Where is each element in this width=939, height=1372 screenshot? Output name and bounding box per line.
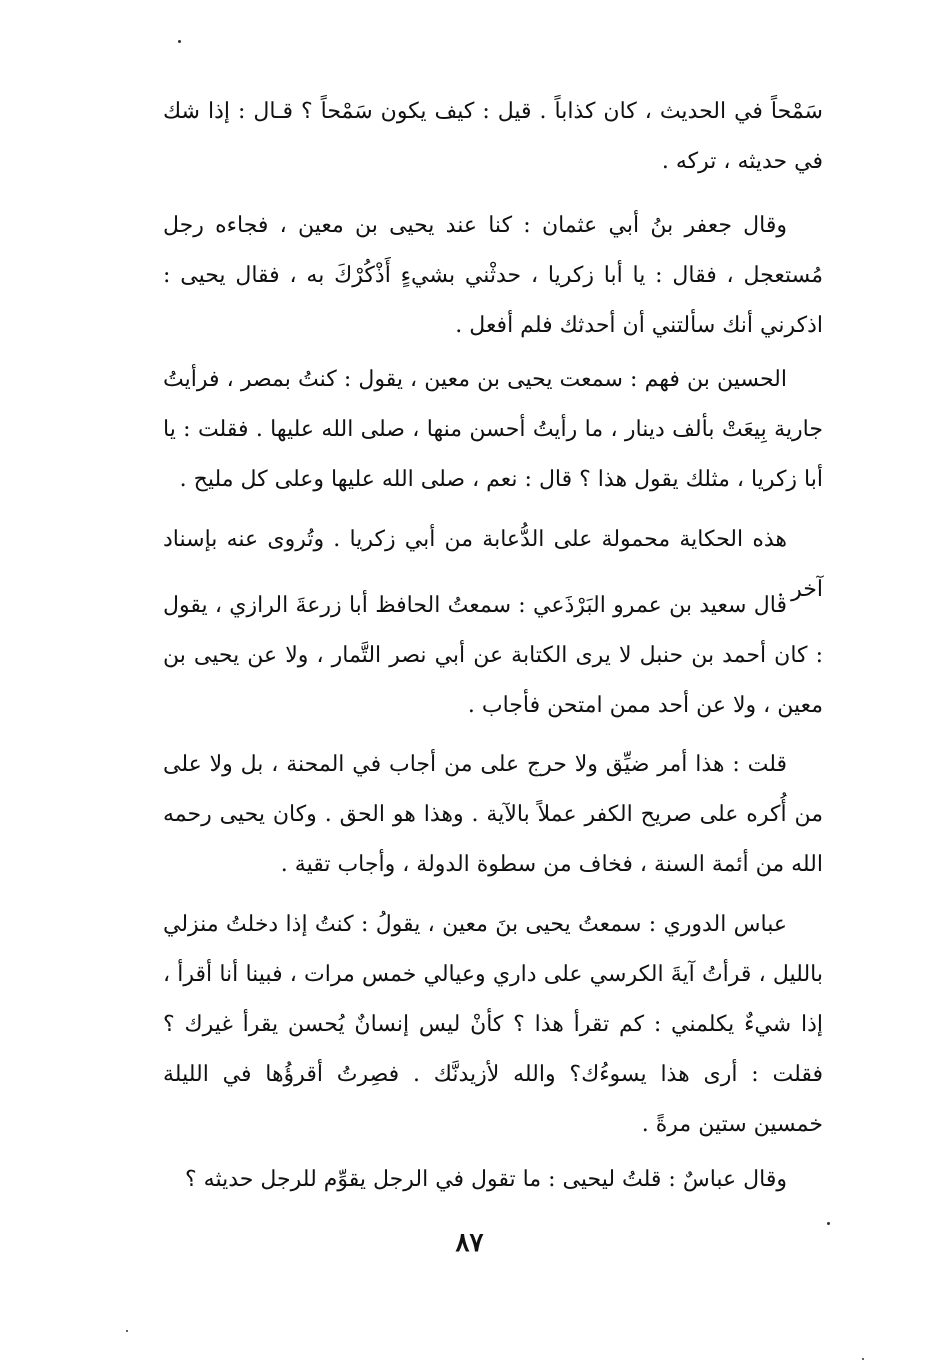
paragraph-3: الحسين بن فهم : سمعت يحيى بن معين ، يقول : كنتُ بمصر ، فرأيتُ جارية بِيعَتْ بألف دينار ، ما رأيتُ أحسن منها ، صلى الله عليها . فقلت : يا أبا زكريا ، مثلك يقول هذا ؟ قال : نعم ، صلى الله عليها وعلى كل مليح . xyxy=(163,367,823,492)
paragraph-6: قلت : هذا أمر ضيِّق ولا حرج على من أجاب في المحنة ، بل ولا على من أُكره على صريح الكفر عملاً بالآية . وهذا هو الحق . وكان يحيى رحمه الله من أئمة السنة ، فخاف من سطوة الدولة ، وأجاب تقية . xyxy=(163,752,823,877)
body-text xyxy=(163,581,823,731)
paragraph-1: سَمْحاً في الحديث ، كان كذاباً . قيل : كيف يكون سَمْحاً ؟ قـال : إذا شك في حديثه ، تركه . xyxy=(163,99,823,174)
scan-speck xyxy=(862,1358,864,1360)
body-text xyxy=(163,740,823,890)
paragraph-5: قال سعيد بن عمرو البَرْذَعي : سمعتُ الحافظ أبا زرعةَ الرازي ، يقول : كان أحمد بن حنبل لا يرى الكتابة عن أبي نصر التَّمار ، ولا عن يحيى بن معين ، ولا عن أحد ممن امتحن فأجاب . xyxy=(163,593,823,718)
body-text xyxy=(163,87,823,187)
body-text xyxy=(163,1155,823,1205)
body-text xyxy=(163,900,823,1150)
scan-speck xyxy=(827,1222,830,1225)
body-text xyxy=(163,355,823,505)
scan-speck xyxy=(178,40,181,43)
paragraph-2: وقال جعفر بنُ أبي عثمان : كنا عند يحيى بن معين ، فجاءه رجل مُستعجل ، فقال : يا أبا زكريا ، حدثْني بشيءٍ أَذْكُرْكَ به ، فقال يحيى : اذكرني أنك سألتني أن أحدثك فلم أفعل . xyxy=(163,213,823,338)
body-text xyxy=(163,201,823,351)
paragraph-7: عباس الدوري : سمعتُ يحيى بنَ معين ، يقولُ : كنتُ إذا دخلتُ منزلي بالليل ، قرأتُ آيةَ الكرسي على داري وعيالي خمس مرات ، فبينا أنا أقرأ ، إذا شيءٌ يكلمني : كم تقرأ هذا ؟ كأنْ ليس إنسانٌ يُحسن يقرأ غيرك ؟ فقلت : أرى هذا يسوءُك؟ والله لأزيدنَّك . فصِرتُ أقرؤُها في الليلة خمسين ستين مرةً . xyxy=(163,912,823,1137)
page-number: ٨٧ xyxy=(455,1228,484,1258)
scan-speck xyxy=(126,1330,128,1332)
paragraph-8: وقال عباسٌ : قلتُ ليحيى : ما تقول في الرجل يقوِّم للرجل حديثه ؟ xyxy=(185,1167,787,1192)
paragraph-4: هذه الحكاية محمولة على الدُّعابة من أبي زكريا . وتُروى عنه بإسناد آخر . xyxy=(163,527,823,602)
